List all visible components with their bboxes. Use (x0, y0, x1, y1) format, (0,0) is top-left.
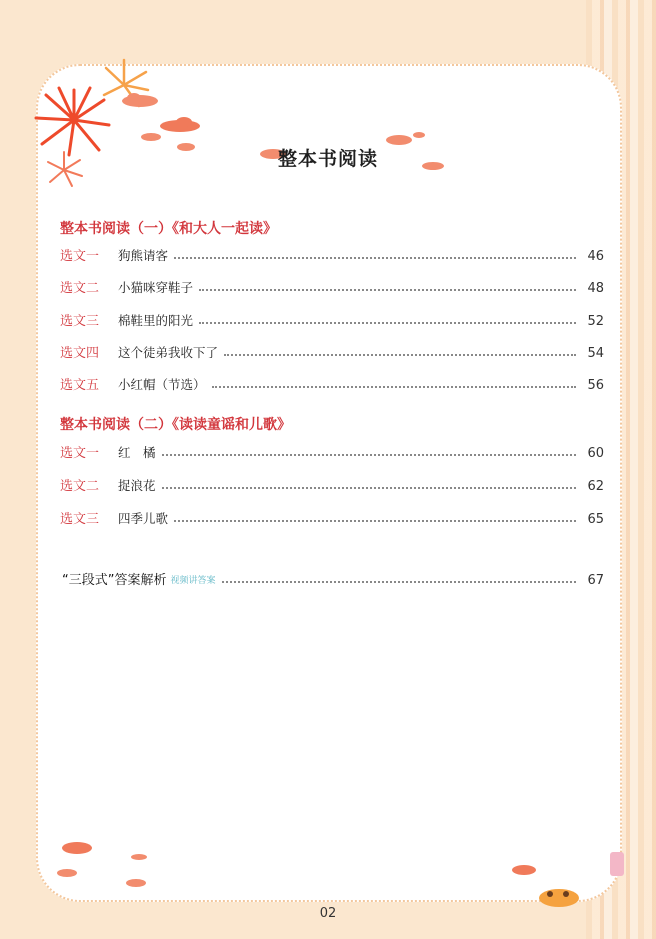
toc-entry[interactable] (60, 441, 604, 461)
toc-entry[interactable] (60, 276, 604, 296)
toc-entry-title: 小猫咪穿鞋子 (118, 280, 194, 295)
toc-entry[interactable] (60, 474, 604, 494)
leader-dots (162, 486, 576, 489)
toc-entry-page: 56 (587, 378, 604, 393)
toc-entry-label: 选文三 (60, 512, 100, 527)
leader-dots (174, 256, 576, 259)
toc-entry-label: 选文五 (60, 378, 100, 393)
leader-dots (199, 321, 576, 324)
toc-entry-page: 67 (587, 573, 604, 588)
side-tab-marker (610, 852, 624, 876)
toc-entry-title: 棉鞋里的阳光 (118, 313, 194, 328)
cloud-icon (56, 866, 78, 878)
leader-dots (174, 519, 576, 522)
toc-entry-label: 选文一 (60, 446, 100, 461)
cloud-icon (412, 130, 426, 140)
leader-dots (212, 385, 576, 388)
toc-entry-label: 选文二 (60, 479, 100, 494)
toc-entry-title: 四季儿歌 (118, 511, 169, 526)
cloud-icon (60, 838, 94, 856)
toc-entry-page: 62 (587, 479, 604, 494)
leader-dots (222, 580, 577, 583)
cloud-icon (130, 852, 148, 862)
toc-entry-title: 狗熊请客 (118, 248, 169, 263)
cloud-icon (140, 130, 162, 142)
toc-entry-page: 60 (587, 446, 604, 461)
cloud-icon (510, 862, 538, 876)
cloud-icon (124, 876, 148, 888)
cloud-icon (120, 92, 160, 108)
section-heading-1: 整本书阅读（一）《和大人一起读》 (60, 221, 277, 237)
toc-entry[interactable] (60, 373, 604, 393)
answer-video-note: 视频讲答案 (170, 576, 216, 586)
toc-entry-label: 选文二 (60, 281, 100, 296)
toc-entry-page: 65 (587, 512, 604, 527)
toc-entry-page: 52 (587, 314, 604, 329)
toc-entry-page: 48 (587, 281, 604, 296)
toc-entry-label: 选文三 (60, 314, 100, 329)
leader-dots (162, 453, 576, 456)
toc-entry-label: 选文四 (60, 346, 100, 361)
toc-entry-title: 捉浪花 (118, 478, 156, 493)
toc-entry-label: 选文一 (60, 249, 100, 264)
toc-entry-title: 红 橘 (118, 445, 156, 460)
leader-dots (224, 353, 576, 356)
page-number: 02 (319, 906, 337, 921)
toc-entry-title: 小红帽（节选） (118, 377, 206, 392)
leader-dots (199, 288, 576, 291)
toc-entry-answers[interactable] (62, 568, 604, 588)
section-heading-2: 整本书阅读（二）《读读童谣和儿歌》 (60, 417, 291, 433)
toc-entry[interactable] (60, 341, 604, 361)
answer-title: “三段式”答案解析 (62, 573, 167, 588)
toc-entry[interactable] (60, 507, 604, 527)
toc-entry-title: 这个徒弟我收下了 (118, 345, 219, 360)
page-title: 整本书阅读 (277, 148, 378, 170)
toc-entry[interactable] (60, 309, 604, 329)
toc-entry-page: 46 (587, 249, 604, 264)
toc-entry-page: 54 (587, 346, 604, 361)
fox-mascot-icon (536, 880, 582, 908)
toc-entry[interactable] (60, 244, 604, 264)
cloud-icon (158, 116, 202, 134)
